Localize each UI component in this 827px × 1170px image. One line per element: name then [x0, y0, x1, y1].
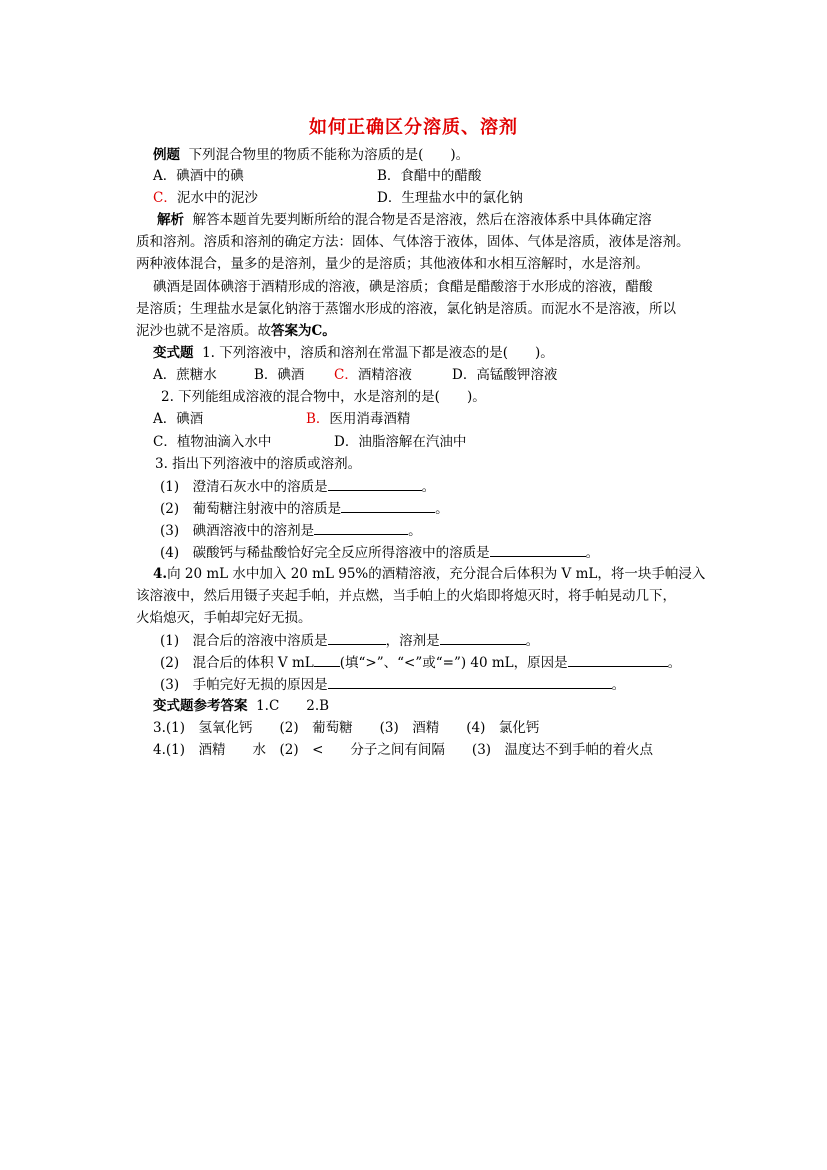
variant-q3-3	[160, 521, 422, 540]
option-b: B．食醋中的醋酸	[377, 168, 482, 184]
q4-2-blank-compare[interactable]	[314, 653, 340, 667]
q1-option-c-text: 酒精溶液	[357, 367, 412, 383]
q4-text-1: 向 20 mL 水中加入 20 mL 95%的酒精溶液，充分混合后体积为 V mL，将一块手帕浸入	[167, 566, 706, 582]
q2-option-a: A．碘酒	[153, 411, 204, 427]
q4-1-text-a: (1) 混合后的溶液中溶质是	[160, 633, 328, 649]
variant-q2-options-ab	[153, 410, 411, 428]
variant-q1-text: 1. 下列溶液中，溶质和溶剂在常温下都是液态的是( )。	[202, 345, 554, 361]
variant-q2: 2. 下列能组成溶液的混合物中，水是溶剂的是( )。	[161, 389, 486, 405]
q3-2-end: 。	[435, 501, 449, 517]
variant-label: 变式题	[153, 345, 194, 361]
option-a: A．碘酒中的碘	[153, 168, 244, 184]
variant-q4-line-3: 火焰熄灭，手帕却完好无损。	[136, 610, 312, 626]
example-label: 例题	[153, 147, 180, 163]
example-question	[153, 146, 469, 164]
answers-1-2: 1.C 2.B	[256, 698, 330, 714]
variant-q2-options-cd	[153, 433, 467, 451]
variant-q4-line-2: 该溶液中，然后用镊子夹起手帕，并点燃，当手帕上的火焰即将熄灭时，将手帕晃动几下，	[136, 588, 676, 604]
q4-2-text-a: (2) 混合后的体积 V mL	[160, 655, 314, 671]
q2-option-c: C．植物油滴入水中	[153, 434, 272, 450]
q4-1-blank-solute[interactable]	[328, 631, 386, 645]
q3-1-text: (1) 澄清石灰水中的溶质是	[160, 479, 328, 495]
option-d: D．生理盐水中的氯化钠	[377, 190, 523, 206]
q3-1-end: 。	[421, 479, 436, 495]
analysis-line-6	[136, 322, 336, 340]
q4-3-text: (3) 手帕完好无损的原因是	[160, 677, 328, 693]
answers-4: 4.(1) 酒精 水 (2) < 分子之间有间隔 (3) 温度达不到手帕的着火点	[153, 742, 654, 758]
option-c-text: 泥水中的泥沙	[176, 190, 258, 206]
q4-3-blank[interactable]	[328, 675, 612, 689]
q3-2-text: (2) 葡萄糖注射液中的溶质是	[160, 501, 342, 517]
q4-1-blank-solvent[interactable]	[440, 631, 526, 645]
q3-3-text: (3) 碘酒溶液中的溶剂是	[160, 523, 315, 539]
q1-option-b: B．碘酒	[254, 367, 305, 383]
q1-option-c-letter: C．	[334, 367, 358, 383]
variant-q4-3	[160, 675, 625, 694]
analysis-label: 解析	[157, 212, 184, 228]
q1-option-d: D．高锰酸钾溶液	[452, 367, 558, 383]
q4-2-end: 。	[667, 655, 682, 671]
answers-label: 变式题参考答案	[153, 698, 248, 714]
q2-option-b-letter: B．	[306, 411, 330, 427]
q4-1-end: 。	[525, 633, 540, 649]
q2-option-d: D．油脂溶解在汽油中	[334, 434, 467, 450]
q3-4-blank[interactable]	[490, 543, 586, 557]
q1-option-a: A．蔗糖水	[153, 367, 217, 383]
q3-4-end: 。	[585, 545, 600, 561]
example-options-ab	[153, 167, 482, 185]
q4-3-end: 。	[611, 677, 626, 693]
variant-q4-1	[160, 631, 539, 650]
q3-1-blank[interactable]	[328, 477, 422, 491]
analysis-answer: 答案为C。	[271, 323, 336, 339]
variant-q3-4	[160, 543, 599, 562]
answers-header	[153, 697, 329, 715]
q3-2-blank[interactable]	[341, 499, 435, 513]
variant-q1	[153, 344, 554, 362]
example-question-text: 下列混合物里的物质不能称为溶质的是( )。	[188, 147, 470, 163]
example-options-cd	[153, 189, 523, 207]
variant-q3-1	[160, 477, 435, 496]
q4-1-text-b: ，溶剂是	[385, 633, 440, 649]
variant-q4-2	[160, 653, 681, 672]
q3-3-blank[interactable]	[314, 521, 408, 535]
q4-number: 4.	[153, 566, 168, 582]
q2-option-b-text: 医用消毒酒精	[329, 411, 411, 427]
analysis-line-4: 碘酒是固体碘溶于酒精形成的溶液，碘是溶质；食醋是醋酸溶于水形成的溶液，醋酸	[153, 279, 653, 295]
q4-2-text-b: (填“>”、“<”或“=”) 40 mL，原因是	[339, 655, 568, 671]
analysis-line-3: 两种液体混合，量多的是溶剂，量少的是溶质；其他液体和水相互溶解时，水是溶剂。	[136, 256, 649, 272]
q4-2-blank-reason[interactable]	[568, 653, 668, 667]
variant-q3-2	[160, 499, 449, 518]
option-c-letter: C．	[153, 190, 177, 206]
variant-q1-options	[153, 366, 558, 384]
analysis-text-1: 解答本题首先要判断所给的混合物是否是溶液，然后在溶液体系中具体确定溶	[192, 212, 652, 228]
variant-q3: 3. 指出下列溶液中的溶质或溶剂。	[155, 456, 362, 472]
analysis-text-6: 泥沙也就不是溶质。故	[136, 323, 271, 339]
analysis-line-2: 质和溶剂。溶质和溶剂的确定方法：固体、气体溶于液体，固体、气体是溶质，液体是溶剂。	[136, 234, 690, 250]
answers-3: 3.(1) 氢氧化钙 (2) 葡萄糖 (3) 酒精 (4) 氯化钙	[153, 720, 540, 736]
q3-3-end: 。	[408, 523, 422, 539]
page-title: 如何正确区分溶质、溶剂	[309, 117, 518, 138]
q3-4-text: (4) 碳酸钙与稀盐酸恰好完全反应所得溶液中的溶质是	[160, 545, 490, 561]
analysis-line-1	[157, 211, 652, 229]
variant-q4-line-1	[153, 565, 705, 583]
analysis-line-5: 是溶质；生理盐水是氯化钠溶于蒸馏水形成的溶液，氯化钠是溶质。而泥水不是溶液，所以	[136, 301, 676, 317]
